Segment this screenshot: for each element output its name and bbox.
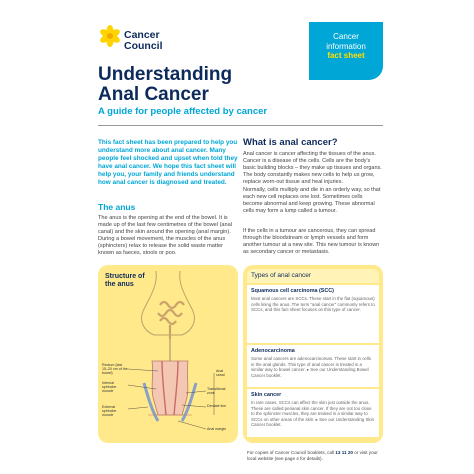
copies-suffix: or visit your local website (see page 4 for details). bbox=[247, 450, 378, 461]
label-anal-canal: Anal canal bbox=[216, 369, 225, 377]
label-transitional-zone: Transitional zone bbox=[207, 387, 226, 395]
page-subtitle: A guide for people affected by cancer bbox=[98, 106, 268, 117]
cancer-council-logo bbox=[98, 24, 178, 60]
badge-line3: fact sheet bbox=[327, 51, 365, 60]
label-rectum: Rectum (last 15–20 cm of the bowel) bbox=[102, 363, 128, 375]
type-body: Some anal cancers are adenocarcinomas. These start in cells in the anal glands. This type of anal cancer is treated in a similar way to bowel cancer. ▸ See our Understanding Bowel Cancer booklet. bbox=[251, 356, 371, 378]
types-panel-title: Types of anal cancer bbox=[251, 272, 311, 279]
label-internal-sphincter: Internal sphincter muscle bbox=[102, 381, 117, 393]
title-divider bbox=[98, 125, 383, 126]
copies-prefix: For copies of Cancer Council booklets, call bbox=[247, 450, 336, 455]
logo-text-line2: Council bbox=[124, 40, 163, 52]
type-heading: Skin cancer bbox=[251, 392, 282, 398]
type-box-scc bbox=[247, 285, 379, 343]
badge-line2: information bbox=[326, 41, 366, 51]
types-panel-header bbox=[247, 269, 379, 283]
page-title-line2: Anal Cancer bbox=[98, 84, 209, 105]
label-dentate-line: Dentate line bbox=[207, 404, 227, 408]
label-external-sphincter: External sphincter muscle bbox=[102, 405, 117, 417]
type-body: In rare cases, SCCs can affect the skin just outside the anus. These are called perianal skin cancer. If they are not too close to the sphincter muscles, they are treated in a similar way to SCCs on other areas of the skin. ▸ See our Understanding Skin Cancer booklet. bbox=[251, 400, 375, 428]
anus-heading: The anus bbox=[98, 202, 136, 212]
anus-paragraph: The anus is the opening at the end of the bowel. It is made up of the last few centimetres of the bowel (anal canal) and the skin around the opening (anal margin). During a bowel movement, the muscles of the anus (sphincters) relax to release the solid waste matter known as faeces, stools or poo. bbox=[98, 215, 233, 256]
what-paragraph-1: Anal cancer is cancer affecting the tissues of the anus. Cancer is a disease of the cells. Cells are the body's basic building blocks – they make up tissues and organs. The body constantly makes new cells to help us grow, replace worn-out tissue and heal injuries. bbox=[243, 151, 382, 185]
page-title-line1: Understanding bbox=[98, 64, 233, 85]
copies-info bbox=[247, 450, 381, 462]
phone-number[interactable]: 13 11 20 bbox=[335, 450, 353, 455]
label-anal-margin: Anal margin bbox=[207, 427, 227, 431]
logo-text-line1: Cancer bbox=[124, 29, 160, 41]
type-heading: Adenocarcinoma bbox=[251, 348, 295, 354]
what-paragraph-2: Normally, cells multiply and die in an orderly way, so that each new cell replaces one lost. Sometimes cells become abnormal and keep growing. These abnormal cells may form a lump called a tumour. bbox=[243, 187, 381, 214]
type-box-skin-cancer bbox=[247, 389, 379, 437]
diagram-title-line1: Structure of bbox=[105, 273, 145, 280]
type-heading: Squamous cell carcinoma (SCC) bbox=[251, 288, 334, 294]
badge-line1: Cancer bbox=[333, 32, 359, 41]
what-paragraph-3: If the cells in a tumour are cancerous, they can spread through the bloodstream or lymph vessels and form another tumour at a new site. This new tumour is known as secondary cancer or metastasis. bbox=[243, 228, 380, 255]
what-is-heading: What is anal cancer? bbox=[243, 137, 338, 148]
anus-structure-diagram bbox=[98, 265, 238, 443]
types-of-anal-cancer-panel bbox=[243, 265, 383, 443]
intro-paragraph: This fact sheet has been prepared to help you understand more about anal cancer. Many people feel shocked and upset when told they have anal cancer. We hope this fact sheet will help you, your family and friends understand how anal cancer is diagnosed and treated. bbox=[98, 139, 238, 186]
type-body: Most anal cancers are SCCs. These start in the flat (squamous) cells lining the anus. The term "anal cancer" commonly refers to SCCs, and this fact sheet focuses on this type of cancer. bbox=[251, 296, 375, 313]
type-box-adenocarcinoma bbox=[247, 345, 379, 387]
diagram-title-line2: the anus bbox=[105, 281, 134, 288]
fact-sheet-badge bbox=[309, 22, 383, 80]
daffodil-logo-icon bbox=[98, 24, 122, 54]
